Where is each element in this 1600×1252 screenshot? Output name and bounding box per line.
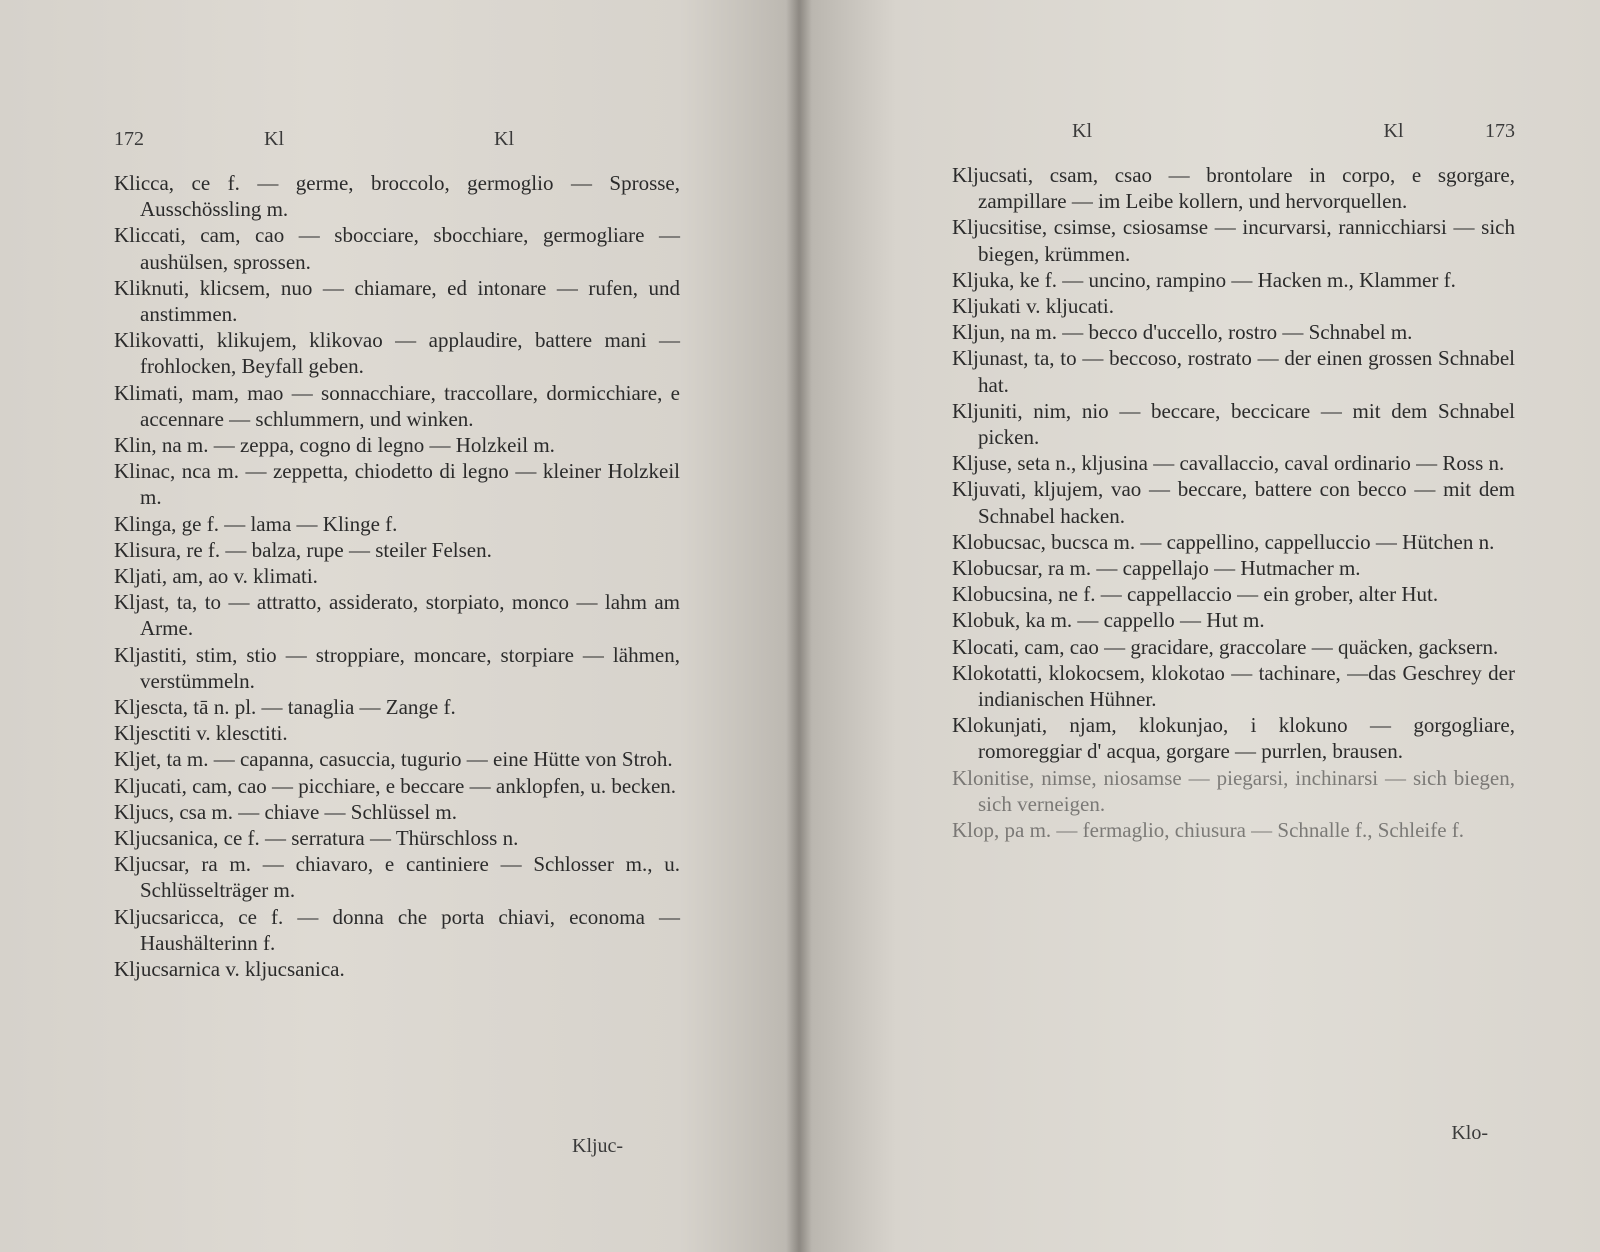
dictionary-entry: Kliknuti, klicsem, nuo — chiamare, ed intonare — rufen, und anstimmen. [114,275,680,327]
dictionary-entry: Kljescta, tā n. pl. — tanaglia — Zange f. [114,695,456,720]
dictionary-entry: Kljucati, cam, cao — picchiare, e beccare — anklopfen, u. becken. [114,773,677,798]
dictionary-entry: Klisura, re f. — balza, rupe — steiler Felsen. [114,537,492,562]
running-head-text: Kl [1072,120,1092,142]
dictionary-entry: Klobucsar, ra m. — cappellajo — Hutmacher m. [952,556,1361,581]
dictionary-entry: Klobucsac, bucsca m. — cappellino, cappelluccio — Hütchen n. [952,529,1495,554]
catchword: Klo- [1451,1122,1488,1144]
dictionary-entry: Klinac, nca m. — zeppetta, chiodetto di legno — kleiner Holzkeil m. [114,459,680,510]
dictionary-entries [952,162,1515,843]
dictionary-entry: Kljastiti, stim, stio — stroppiare, moncare, storpiare — lähmen, verstümmeln. [114,642,680,693]
dictionary-entry: Kljesctiti v. klesctiti. [114,721,288,746]
running-head-left [114,128,680,156]
dictionary-entry: Kliccati, cam, cao — sbocciare, sbocchiare, germogliare — aushülsen, sprossen. [114,223,680,274]
dictionary-entry: Kljet, ta m. — capanna, casuccia, tugurio — eine Hütte von Stroh. [114,747,673,772]
dictionary-entry: Klimati, mam, mao — sonnacchiare, traccollare, dormicchiare, e accennare — schlummern, und winken. [114,380,680,431]
dictionary-entry: Klokotatti, klokocsem, klokotao — tachinare, —das Geschrey der indianischen Hühner. [952,660,1515,712]
page-number: 173 [1485,120,1515,142]
dictionary-entry: Kljati, am, ao v. klimati. [114,564,318,589]
dictionary-entry: Klicca, ce f. — germe, broccolo, germoglio — Sprosse, Ausschössling m. [114,171,680,222]
dictionary-entries [114,170,680,982]
running-head-right [952,120,1515,148]
dictionary-entry: Kljunast, ta, to — beccoso, rostrato — der einen grossen Schnabel hat. [952,346,1515,397]
catchword: Kljuc- [572,1135,624,1157]
running-head-text: Kl [494,128,514,150]
dictionary-entry: Kljucsanica, ce f. — serratura — Thürschloss n. [114,826,519,851]
running-head-text: Kl [264,128,284,150]
dictionary-entry: Klin, na m. — zeppa, cogno di legno — Holzkeil m. [114,433,555,458]
dictionary-entry: Kljuvati, kljujem, vao — beccare, battere con becco — mit dem Schnabel hacken. [952,477,1515,528]
dictionary-entry: Kljun, na m. — becco d'uccello, rostro — Schnabel m. [952,320,1413,345]
dictionary-entry: Kljucsarnica v. kljucsanica. [114,957,345,982]
dictionary-entry: Kljucsaricca, ce f. — donna che porta chiavi, economa — Haushälterinn f. [114,904,680,955]
dictionary-entry: Kljucsati, csam, csao — brontolare in corpo, e sgorgare, zampillare — im Leibe kollern, und hervorquellen. [952,163,1515,214]
running-head-text: Kl [1383,120,1404,142]
dictionary-entry: Klonitise, nimse, niosamse — piegarsi, inchinarsi — sich biegen, sich verneigen. [952,765,1515,816]
dictionary-entry: Klobuk, ka m. — cappello — Hut m. [952,608,1265,633]
dictionary-entry: Kljucsitise, csimse, csiosamse — incurvarsi, rannicchiarsi — sich biegen, krümmen. [952,215,1515,266]
dictionary-entry: Kljucs, csa m. — chiave — Schlüssel m. [114,799,457,824]
dictionary-entry: Kljuka, ke f. — uncino, rampino — Hacken m., Klammer f. [952,267,1456,292]
dictionary-entry: Klobucsina, ne f. — cappellaccio — ein grober, alter Hut. [952,582,1439,607]
dictionary-entry: Kljukati v. kljucati. [952,294,1114,319]
dictionary-entry: Kljuniti, nim, nio — beccare, beccicare — mit dem Schnabel picken. [952,398,1515,450]
dictionary-entry: Klikovatti, klikujem, klikovao — applaudire, battere mani — frohlocken, Beyfall geben. [114,328,680,379]
book-gutter [786,0,812,1252]
dictionary-entry: Klocati, cam, cao — gracidare, graccolare — quäcken, gacksern. [952,634,1499,659]
dictionary-entry: Klop, pa m. — fermaglio, chiusura — Schnalle f., Schleife f. [952,818,1465,843]
dictionary-entry: Klinga, ge f. — lama — Klinge f. [114,511,398,536]
dictionary-entry: Kljast, ta, to — attratto, assiderato, storpiato, monco — lahm am Arme. [114,590,680,641]
right-page [800,0,1600,1252]
dictionary-entry: Kljucsar, ra m. — chiavaro, e cantiniere — Schlosser m., u. Schlüsselträger m. [114,852,680,903]
dictionary-entry: Kljuse, seta n., kljusina — cavallaccio, caval ordinario — Ross n. [952,451,1505,476]
dictionary-entry: Klokunjati, njam, klokunjao, i klokuno — gorgogliare, romoreggiar d' acqua, gorgare — purrlen, brausen. [952,713,1515,764]
page-number: 172 [114,128,144,150]
